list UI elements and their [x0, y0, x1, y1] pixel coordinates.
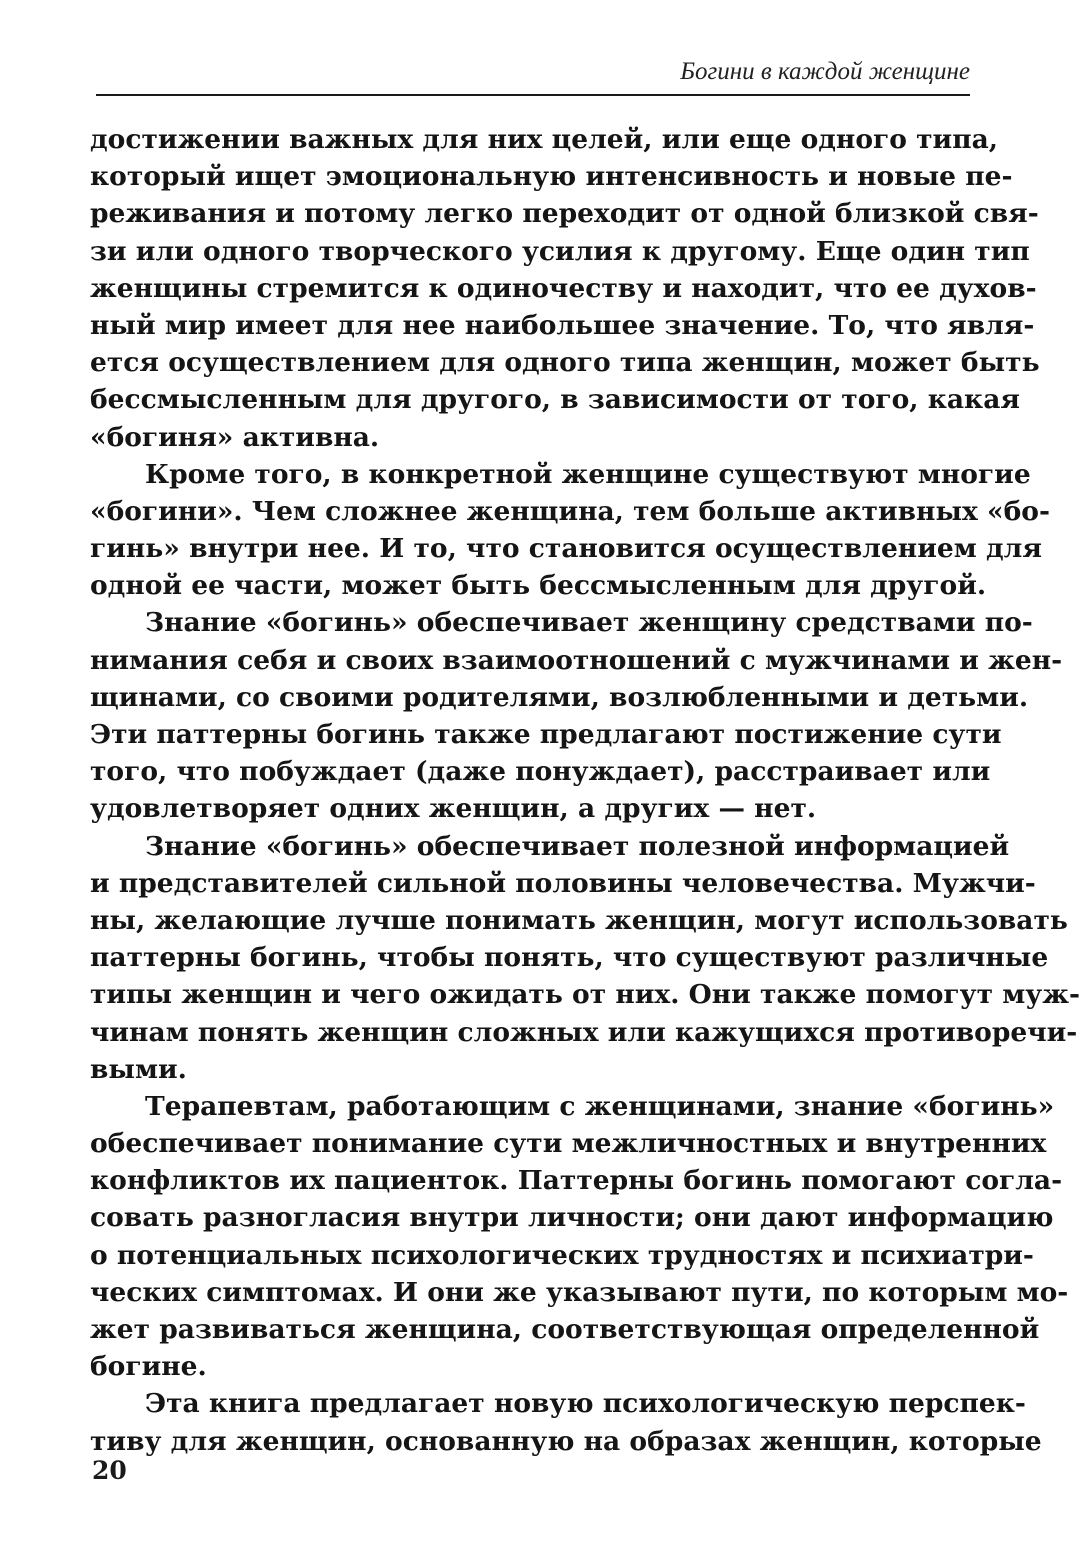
- running-head-title: Богини в каждой женщине: [680, 58, 970, 85]
- text-line: Знание «богинь» обеспечивает женщину средствами по-: [145, 607, 1033, 639]
- text-line: совать разногласия внутри личности; они дают информацию: [90, 1202, 1054, 1234]
- text-line: ны, желающие лучше понимать женщин, могут использовать: [90, 904, 1068, 936]
- text-line: ческих симптомах. И они же указывают пути, по которым мо-: [90, 1276, 1069, 1308]
- text-line: гинь» внутри нее. И то, что становится осуществлением для: [90, 533, 1042, 565]
- text-line: удовлетворяет одних женщин, а других — нет.: [90, 793, 817, 825]
- text-line: одной ее части, может быть бессмысленным для другой.: [90, 570, 987, 602]
- text-line: «богиня» активна.: [90, 421, 380, 453]
- text-line: чинам понять женщин сложных или кажущихся противоречи-: [90, 1016, 1078, 1048]
- text-line: Кроме того, в конкретной женщине существуют многие: [145, 458, 1031, 490]
- running-head: [96, 56, 970, 96]
- body-text: [90, 121, 1080, 1460]
- text-line: реживания и потому легко переходит от одной близкой свя-: [90, 198, 1039, 230]
- page-number: 20: [92, 1456, 127, 1485]
- text-line: ный мир имеет для нее наибольшее значение. То, что явля-: [90, 309, 1035, 341]
- text-line: тиву для женщин, основанную на образах женщин, которые: [90, 1425, 1042, 1457]
- text-line: конфликтов их пациенток. Паттерны богинь помогают согла-: [90, 1165, 1063, 1197]
- text-line: богине.: [90, 1351, 207, 1383]
- text-line: того, что побуждает (даже понуждает), расстраивает или: [90, 756, 991, 788]
- text-line: бессмысленным для другого, в зависимости от того, какая: [90, 384, 1020, 416]
- text-line: который ищет эмоциональную интенсивность и новые пе-: [90, 161, 1013, 193]
- text-line: паттерны богинь, чтобы понять, что существуют различные: [90, 942, 1049, 974]
- text-line: нимания себя и своих взаимоотношений с мужчинами и жен-: [90, 644, 1063, 676]
- text-line: жет развиваться женщина, соответствующая определенной: [90, 1314, 1040, 1345]
- text-line: ется осуществлением для одного типа женщин, может быть: [90, 347, 1040, 379]
- text-line: женщины стремится к одиночеству и находит, что ее духов-: [90, 272, 1037, 304]
- text-line: достижении важных для них целей, или еще одного типа,: [90, 124, 999, 155]
- text-line: Эти паттерны богинь также предлагают постижение сути: [90, 719, 1002, 750]
- text-line: выми.: [90, 1053, 187, 1085]
- text-line: Терапевтам, работающим с женщинами, знание «богинь»: [145, 1090, 1055, 1122]
- text-line: «богини». Чем сложнее женщина, тем больше активных «бо-: [90, 495, 1050, 527]
- text-line: обеспечивает понимание сути межличностных и внутренних: [90, 1128, 1047, 1160]
- text-line: Знание «богинь» обеспечивает полезной информацией: [145, 830, 1010, 862]
- text-line: зи или одного творческого усилия к другому. Еще один тип: [90, 235, 1030, 267]
- text-line: щинами, со своими родителями, возлюбленными и детьми.: [90, 681, 1029, 713]
- text-line: типы женщин и чего ожидать от них. Они также помогут муж-: [90, 979, 1080, 1011]
- text-line: и представителей сильной половины человечества. Мужчи-: [90, 867, 1036, 899]
- text-line: Эта книга предлагает новую психологическую перспек-: [145, 1388, 1026, 1420]
- text-line: о потенциальных психологических трудностях и психиатри-: [90, 1239, 1034, 1271]
